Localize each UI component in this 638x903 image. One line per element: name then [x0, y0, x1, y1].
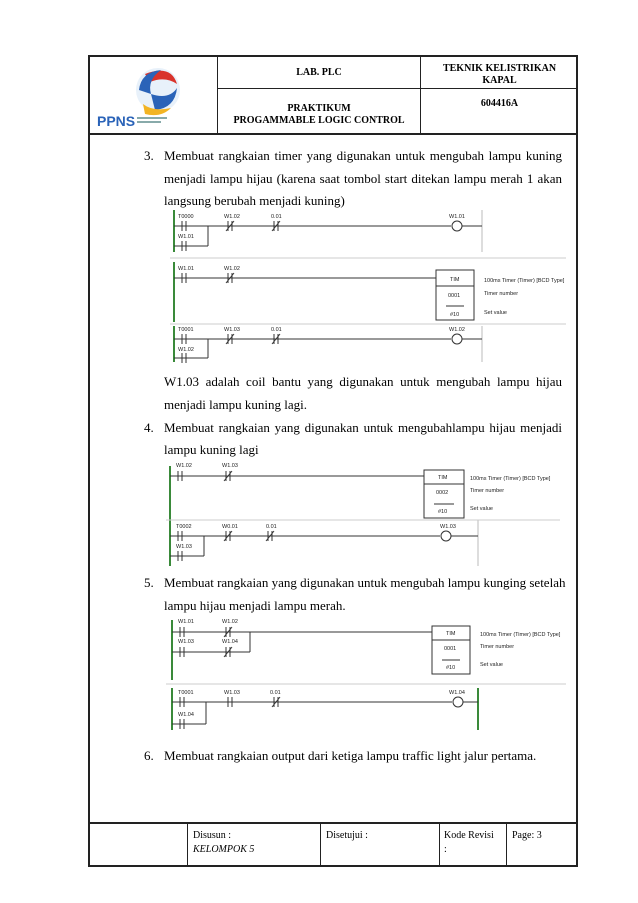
ladder-label: W1.02: [222, 619, 238, 625]
ladder-label: W1.04: [449, 690, 465, 696]
ladder-label: #10: [438, 509, 448, 515]
ladder-label: W1.03: [224, 690, 240, 696]
ladder-label: 100ms Timer (Timer) [BCD Type]: [470, 476, 551, 482]
footer-top-rule: [88, 822, 578, 824]
ladder-label: #10: [446, 665, 456, 671]
item-6-line-1: Membuat rangkaian output dari ketiga lampu traffic light jalur pertama.: [164, 748, 537, 763]
note-line-2: menjadi lampu kuning lagi.: [164, 397, 307, 412]
ladder-label: 100ms Timer (Timer) [BCD Type]: [484, 278, 565, 284]
ladder-label: 0.01: [271, 214, 282, 220]
ladder-label: TIM: [450, 277, 460, 283]
ladder-label: W1.03: [176, 544, 192, 550]
dept-line-2: KAPAL: [482, 75, 517, 86]
ladder-label: Set value: [484, 310, 507, 316]
disusun-value: KELOMPOK 5: [193, 844, 255, 855]
ladder-label: W1.03: [224, 327, 240, 333]
ladder-label: 0.01: [271, 327, 282, 333]
ladder-label: W1.04: [222, 639, 238, 645]
footer-divider-2: [320, 822, 321, 867]
ladder-label: #10: [450, 312, 460, 318]
item-number: 5.: [144, 575, 154, 590]
ladder-label: 0.01: [270, 690, 281, 696]
lab-title: LAB. PLC: [296, 67, 342, 78]
page-number: Page: 3: [512, 830, 542, 841]
dept-line-1: TEKNIK KELISTRIKAN: [442, 63, 557, 74]
ladder-label: 0001: [448, 293, 461, 299]
course-code: 604416A: [480, 98, 519, 109]
ladder-label: W1.01: [449, 214, 465, 220]
ladder-label: Set value: [470, 506, 493, 512]
ladder-diagram-1: [170, 210, 566, 363]
ladder-label: W1.01: [178, 266, 194, 272]
ladder-label: T0002: [176, 524, 192, 530]
item-4-line-1: Membuat rangkaian yang digunakan untuk mengubahlampu hijau menjadi: [164, 420, 562, 435]
ladder-label: W1.03: [440, 524, 456, 530]
disetujui-label: Disetujui :: [326, 830, 368, 841]
ladder-label: W1.02: [224, 214, 240, 220]
ladder-label: Set value: [480, 662, 503, 668]
ladder-label: W1.03: [178, 639, 194, 645]
ladder-label: 0001: [444, 646, 457, 652]
praktikum-line-1: PRAKTIKUM: [287, 103, 351, 114]
ladder-label: W1.04: [178, 712, 194, 718]
footer-divider-3: [439, 822, 440, 867]
kode-revisi-label: Kode Revisi: [444, 830, 494, 841]
item-3-line-1: Membuat rangkaian timer yang digunakan untuk mengubah lampu kuning: [164, 148, 562, 163]
item-4-line-2: lampu kuning lagi: [164, 442, 259, 457]
ladder-label: Timer number: [470, 488, 505, 494]
item-number: 3.: [144, 148, 154, 163]
item-number: 6.: [144, 748, 154, 763]
item-5-line-1: Membuat rangkaian yang digunakan untuk mengubah lampu kunging setelah: [164, 575, 566, 590]
ladder-label: Timer number: [480, 644, 515, 650]
ladder-label: W1.02: [224, 266, 240, 272]
item-3-line-2: menjadi lampu hijau (karena saat tombol start ditekan lampu merah 1 akan: [164, 171, 562, 186]
footer-divider-1: [187, 822, 188, 867]
ladder-diagram-2: [166, 463, 560, 566]
ladder-label: W1.02: [178, 347, 194, 353]
ladder-label: W0.01: [222, 524, 238, 530]
ladder-label: T0001: [178, 327, 194, 333]
ladder-label: T0000: [178, 214, 194, 220]
ladder-label: W1.01: [178, 619, 194, 625]
kode-revisi-colon: :: [444, 844, 447, 855]
note-line-1: W1.03 adalah coil bantu yang digunakan untuk mengubah lampu hijau: [164, 374, 562, 389]
item-number: 4.: [144, 420, 154, 435]
ladder-label: 100ms Timer (Timer) [BCD Type]: [480, 632, 561, 638]
item-5-line-2: lampu hijau menjadi lampu merah.: [164, 598, 346, 613]
ladder-label: 0.01: [266, 524, 277, 530]
ladder-label: W1.02: [449, 327, 465, 333]
ladder-label: 0002: [436, 490, 449, 496]
ladder-label: W1.01: [178, 234, 194, 240]
ladder-label: T0001: [178, 690, 194, 696]
footer-divider-4: [506, 822, 507, 867]
ladder-label: TIM: [438, 475, 448, 481]
disusun-label: Disusun :: [193, 830, 232, 841]
ladder-label: Timer number: [484, 291, 519, 297]
ladder-label: W1.02: [176, 463, 192, 469]
svg-text:PPNS: PPNS: [97, 113, 136, 129]
item-3-line-3: langsung berubah menjadi kuning): [164, 193, 345, 208]
ladder-label: TIM: [446, 631, 456, 637]
ladder-label: W1.03: [222, 463, 238, 469]
praktikum-line-2: PROGAMMABLE LOGIC CONTROL: [233, 115, 405, 126]
ladder-diagram-3: [166, 619, 566, 730]
